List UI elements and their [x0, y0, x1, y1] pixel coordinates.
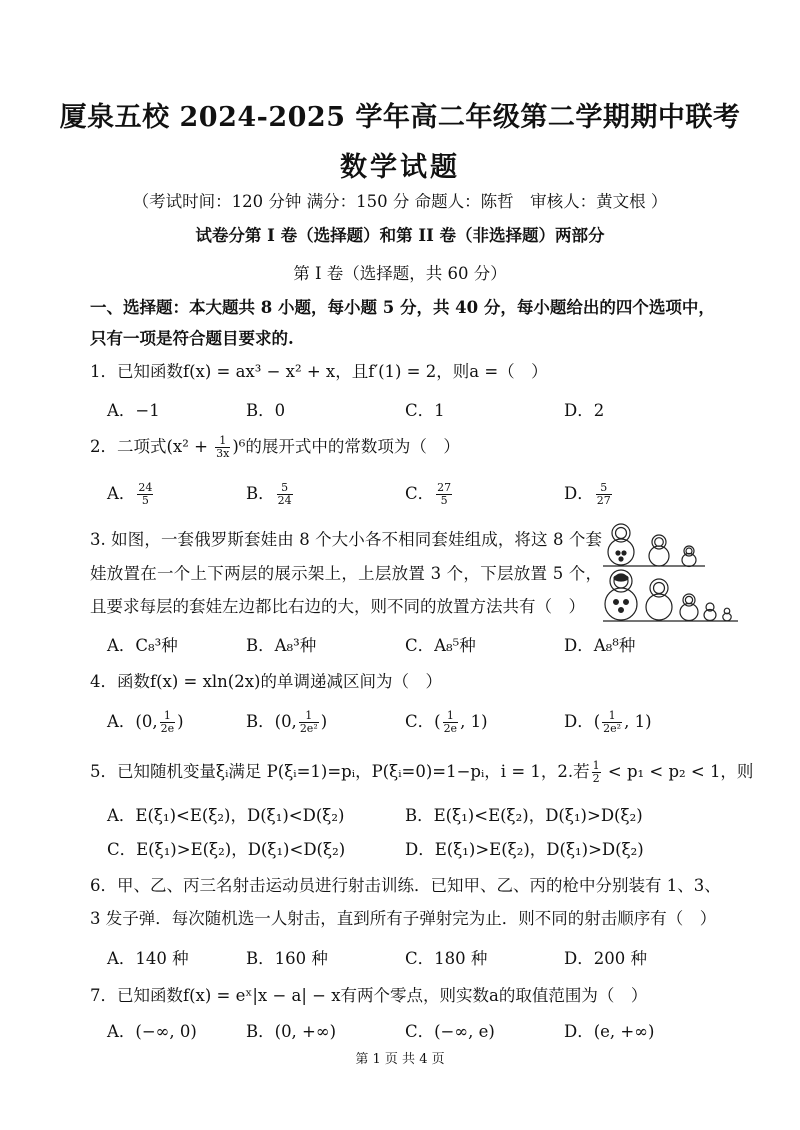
q3-option-b: B．A₈³种: [246, 636, 317, 655]
q5-option-b: B．E(ξ₁)<E(ξ₂)，D(ξ₁)>D(ξ₂): [405, 806, 643, 825]
frac-num: 5: [596, 482, 612, 495]
opt-fraction: [443, 710, 459, 735]
q2-option-label: A．: [107, 484, 136, 503]
doll-bottom-5: [723, 608, 731, 621]
frac-num: 1: [592, 759, 600, 772]
q6-option-c: C．180 种: [405, 949, 488, 968]
q2-option-a: [107, 480, 155, 507]
q7-stem: 7．已知函数f(x) = eˣ|x − a| − x有两个零点，则实数a的取值范围为（ ）: [90, 986, 648, 1005]
doll-top-3: [682, 546, 696, 567]
opt-fraction: [602, 710, 622, 735]
frac-den: 2e: [443, 722, 458, 735]
q2-stem-end: )⁶的展开式中的常数项为（ ）: [232, 437, 460, 456]
q7-option-a: A．(−∞, 0): [107, 1022, 197, 1041]
q2-fraction: [215, 435, 230, 460]
frac-num: 5: [277, 482, 293, 495]
opt-post: ): [177, 712, 184, 731]
frac-num: 1: [443, 710, 459, 723]
opt-post: , 1): [460, 712, 488, 731]
opt-fraction: [299, 710, 319, 735]
q5-fraction: [592, 760, 601, 785]
q2-option-fraction: [596, 482, 612, 507]
frac-num: 27: [437, 481, 452, 494]
q6-option-d: D．200 种: [564, 949, 647, 968]
q7-option-b: B．(0, +∞): [246, 1022, 337, 1041]
doll-top-2: [649, 535, 669, 566]
frac-den: 24: [277, 494, 292, 507]
q4-option-d: [564, 708, 652, 735]
q2-stem-start: 2．二项式(x² +: [90, 437, 214, 456]
opt-post: , 1): [624, 712, 652, 731]
doll-top-1: [608, 524, 634, 565]
exam-subtitle: 数学试题: [340, 152, 460, 183]
q2-option-fraction: [436, 482, 452, 507]
q2-stem: [90, 433, 460, 460]
q2-option-d: [564, 480, 614, 507]
q5-stem-start: 5．已知随机变量ξᵢ满足 P(ξᵢ=1)=pᵢ，P(ξᵢ=0)=1−pᵢ，i = 1，2.若: [90, 762, 590, 781]
q2-option-b: [246, 480, 295, 507]
frac-num: 1: [299, 710, 319, 723]
doll-bottom-4: [704, 603, 716, 621]
q6-option-b: B．160 种: [246, 949, 328, 968]
section-heading: 第 I 卷（选择题，共 60 分）: [293, 264, 507, 283]
opt-post: ): [320, 712, 328, 731]
q5-stem: [90, 758, 753, 785]
q6-option-a: A．140 种: [107, 949, 189, 968]
frac-num: 1: [602, 710, 622, 723]
doll-bottom-3: [680, 594, 698, 621]
q1-stem: 1．已知函数f(x) = ax³ − x² + x，且f′(1) = 2，则a =（ ）: [90, 362, 548, 381]
exam-title: 厦泉五校 2024-2025 学年高二年级第二学期期中联考: [59, 102, 741, 133]
q3-option-d: D．A₈⁸种: [564, 636, 636, 655]
q4-option-a: [107, 708, 184, 735]
frac-den: 2e: [160, 722, 175, 735]
frac-num: 1: [160, 710, 176, 723]
q1-option-c: C．1: [405, 401, 445, 420]
q2-option-fraction: [137, 482, 153, 507]
q3-stem: 3. 如图，一套俄罗斯套娃由 8 个大小各不相同套娃组成，将这 8 个套娃放置在一个上下两层的展示架上，上层放置 3 个，下层放置 5 个，且要求每层的套娃左边都比右边的大，则不同的放置方法共有（ ）: [90, 530, 602, 616]
doll-bottom-1: [605, 570, 637, 620]
q2-option-c: [405, 480, 454, 507]
frac-den: 2: [592, 772, 600, 785]
frac-den: 2e²: [603, 722, 622, 735]
q1-option-d: D．2: [564, 401, 605, 420]
q3-option-c: C．A₈⁵种: [405, 636, 476, 655]
opt-pre: A．(0,: [107, 712, 158, 731]
opt-fraction: [160, 710, 176, 735]
opt-pre: C．(: [405, 712, 441, 731]
q3-option-a: A．C₈³种: [107, 636, 178, 655]
opt-pre: B．(0,: [246, 712, 297, 731]
q7-option-c: C．(−∞, e): [405, 1022, 495, 1041]
frac-num: 24: [138, 481, 153, 494]
q7-option-d: D．(e, +∞): [564, 1022, 655, 1041]
page-footer: 第 1 页 共 4 页: [355, 1052, 445, 1067]
q4-option-c: [405, 708, 488, 735]
q2-frac-num: 1: [215, 435, 230, 448]
opt-pre: D．(: [564, 712, 601, 731]
q5-option-a: A．E(ξ₁)<E(ξ₂)，D(ξ₁)<D(ξ₂): [107, 806, 345, 825]
exam-parts: 试卷分第 I 卷（选择题）和第 II 卷（非选择题）两部分: [195, 226, 605, 245]
q1-option-a: A．−1: [107, 401, 160, 420]
q2-frac-den: 3x: [216, 447, 230, 460]
q4-option-b: [246, 708, 327, 735]
frac-den: 5: [440, 494, 448, 507]
q5-stem-end: < p₁ < p₂ < 1，则: [602, 762, 754, 781]
doll-bottom-2: [646, 579, 672, 620]
q4-stem: 4．函数f(x) = xln(2x)的单调递减区间为（ ）: [90, 672, 442, 691]
frac-den: 2e²: [299, 722, 318, 735]
q2-option-fraction: [277, 482, 293, 507]
section-instruction: 一、选择题：本大题共 8 小题，每小题 5 分，共 40 分，每小题给出的四个选项中，只有一项是符合题目要求的.: [90, 298, 715, 348]
q5-option-c: C．E(ξ₁)>E(ξ₂)，D(ξ₁)<D(ξ₂): [107, 840, 346, 859]
q5-option-d: D．E(ξ₁)>E(ξ₂)，D(ξ₁)>D(ξ₂): [405, 840, 644, 859]
q2-option-label: B．: [246, 484, 275, 503]
frac-den: 5: [141, 494, 149, 507]
exam-meta: （考试时间：120 分钟 满分：150 分 命题人：陈哲 审核人：黄文根 ）: [132, 192, 668, 211]
frac-den: 27: [596, 494, 611, 507]
q2-option-label: C．: [405, 484, 435, 503]
q6-stem: 6．甲、乙、丙三名射击运动员进行射击训练．已知甲、乙、丙的枪中分别装有 1、3、3 发子弹．每次随机选一人射击，直到所有子弹射完为止．则不同的射击顺序有（ ）: [90, 876, 721, 928]
nesting-dolls-figure: [603, 520, 738, 625]
q2-option-label: D．: [564, 484, 594, 503]
q1-option-b: B．0: [246, 401, 286, 420]
